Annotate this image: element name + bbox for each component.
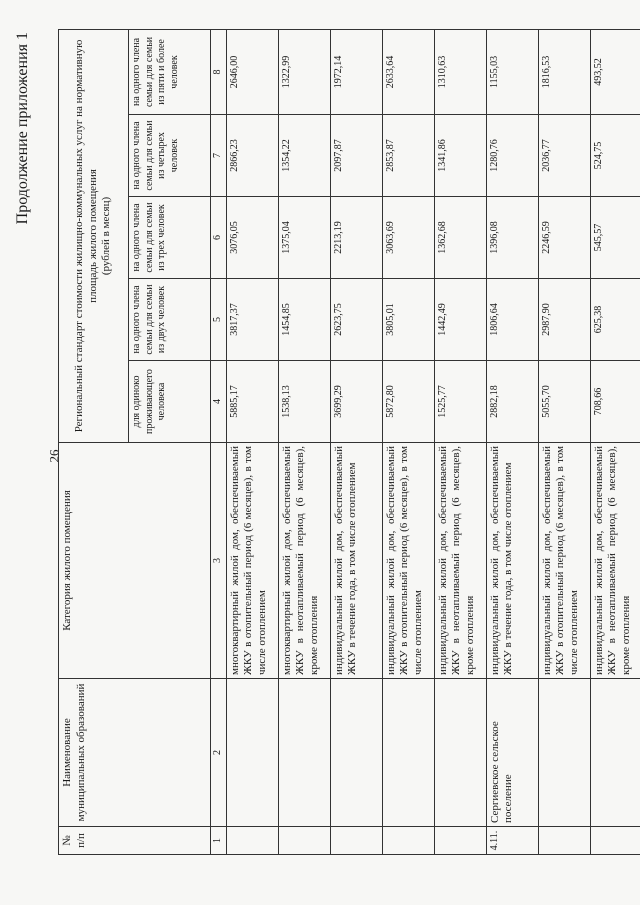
row-number: [590, 827, 640, 855]
row-value: 1362,68: [434, 197, 486, 279]
row-value: 1396,08: [486, 197, 538, 279]
table-row: [434, 29, 486, 854]
subheader: на одного члена семьи для семьи из двух человек: [129, 279, 211, 361]
row-value: 493,52: [590, 29, 640, 114]
row-category: индивидуальный жилой дом, обеспечиваемый ЖКУ в неотапливаемый период (6 месяцев), кроме отопления: [434, 443, 486, 679]
row-value: 3063,69: [382, 197, 434, 279]
row-value: 2246,59: [538, 197, 590, 279]
index-cell: 7: [211, 115, 227, 197]
row-value: 1525,77: [434, 361, 486, 443]
row-value: 1322,99: [278, 29, 330, 114]
index-cell: 4: [211, 361, 227, 443]
row-value: 1442,49: [434, 279, 486, 361]
row-value: 2882,18: [486, 361, 538, 443]
index-cell: 6: [211, 197, 227, 279]
row-value: 2097,87: [330, 115, 382, 197]
row-value: 2646,00: [226, 29, 278, 114]
header-units: (рублей в месяц): [100, 196, 113, 276]
row-category: индивидуальный жилой дом, обеспечиваемый ЖКУ в течение года, в том числе отоплением: [330, 443, 382, 679]
row-value: 1816,53: [538, 29, 590, 114]
subheader: на одного члена семьи для семьи из трех человек: [129, 197, 211, 279]
row-municipality: [278, 679, 330, 827]
row-value: 2987,90: [538, 279, 590, 361]
row-number: [382, 827, 434, 855]
row-number: [330, 827, 382, 855]
row-municipality: [434, 679, 486, 827]
tariff-table: [58, 29, 640, 855]
page-number: 26: [46, 449, 62, 463]
index-cell: 1: [211, 827, 227, 855]
row-value: 3817,37: [226, 279, 278, 361]
row-value: 5885,17: [226, 361, 278, 443]
header-no: № п/п: [59, 827, 211, 855]
row-category: многоквартирный жилой дом, обеспечиваемый ЖКУ в неотапливаемый период (6 месяцев), кроме отопления: [278, 443, 330, 679]
header-standard-text: Региональный стандарт стоимости жилищно-коммунальных услуг на нормативную площадь жилого помещения: [72, 39, 99, 433]
row-value: 2633,64: [382, 29, 434, 114]
row-value: 5055,70: [538, 361, 590, 443]
row-number: [538, 827, 590, 855]
index-cell: 5: [211, 279, 227, 361]
row-value: 2866,23: [226, 115, 278, 197]
row-municipality: [330, 679, 382, 827]
row-municipality: [226, 679, 278, 827]
row-value: 1972,14: [330, 29, 382, 114]
row-value: 1454,85: [278, 279, 330, 361]
header-category: Категория жилого помещения: [59, 443, 211, 679]
row-value: 1310,63: [434, 29, 486, 114]
index-cell: 2: [211, 679, 227, 827]
appendix-title: Продолжение приложения 1: [14, 32, 31, 225]
index-row: [211, 29, 227, 854]
row-number: [434, 827, 486, 855]
row-category: индивидуальный жилой дом, обеспечиваемый ЖКУ в отопительный период (6 месяцев), в том числе отоплением: [538, 443, 590, 679]
table-row: [538, 29, 590, 854]
row-value: 1806,64: [486, 279, 538, 361]
row-number: 4.11.: [486, 827, 538, 855]
row-value: 1155,03: [486, 29, 538, 114]
row-number: [226, 827, 278, 855]
row-value: 1280,76: [486, 115, 538, 197]
row-value: 1354,22: [278, 115, 330, 197]
row-value: 5872,80: [382, 361, 434, 443]
table-row: [382, 29, 434, 854]
row-value: 3699,29: [330, 361, 382, 443]
table-row: [486, 29, 538, 854]
index-cell: 3: [211, 443, 227, 679]
row-number: [278, 827, 330, 855]
row-value: 1538,13: [278, 361, 330, 443]
table-row: [278, 29, 330, 854]
row-category: индивидуальный жилой дом, обеспечиваемый ЖКУ в течение года, в том числе отоплением: [486, 443, 538, 679]
row-municipality: Сергиевское сельское поселение: [486, 679, 538, 827]
row-value: 3805,01: [382, 279, 434, 361]
row-value: 545,57: [590, 197, 640, 279]
row-municipality: [590, 679, 640, 827]
row-value: 625,38: [590, 279, 640, 361]
row-category: многоквартирный жилой дом, обеспечиваемый ЖКУ в отопительный период (6 месяцев), в том числе отоплением: [226, 443, 278, 679]
row-category: индивидуальный жилой дом, обеспечиваемый ЖКУ в отопительный период (6 месяцев), в том числе отоплением: [382, 443, 434, 679]
row-value: 524,75: [590, 115, 640, 197]
row-value: 2853,87: [382, 115, 434, 197]
subheader: для одиноко проживающего человека: [129, 361, 211, 443]
row-value: 2623,75: [330, 279, 382, 361]
table-row: [590, 29, 640, 854]
subheader: на одного члена семьи для семьи из четырех человек: [129, 115, 211, 197]
row-category: индивидуальный жилой дом, обеспечиваемый ЖКУ в неотапливаемый период (6 месяцев), кроме отопления: [590, 443, 640, 679]
table-row: [330, 29, 382, 854]
index-cell: 8: [211, 29, 227, 114]
row-value: 1375,04: [278, 197, 330, 279]
subheader: на одного члена семьи для семьи из пяти и более человек: [129, 29, 211, 114]
header-municipality: Наименование муниципальных образований: [59, 679, 211, 827]
row-value: 1341,86: [434, 115, 486, 197]
row-municipality: [538, 679, 590, 827]
row-value: 2213,19: [330, 197, 382, 279]
header-standard: [59, 29, 129, 442]
row-value: 708,66: [590, 361, 640, 443]
row-value: 2036,77: [538, 115, 590, 197]
row-municipality: [382, 679, 434, 827]
row-value: 3076,05: [226, 197, 278, 279]
table-row: [226, 29, 278, 854]
